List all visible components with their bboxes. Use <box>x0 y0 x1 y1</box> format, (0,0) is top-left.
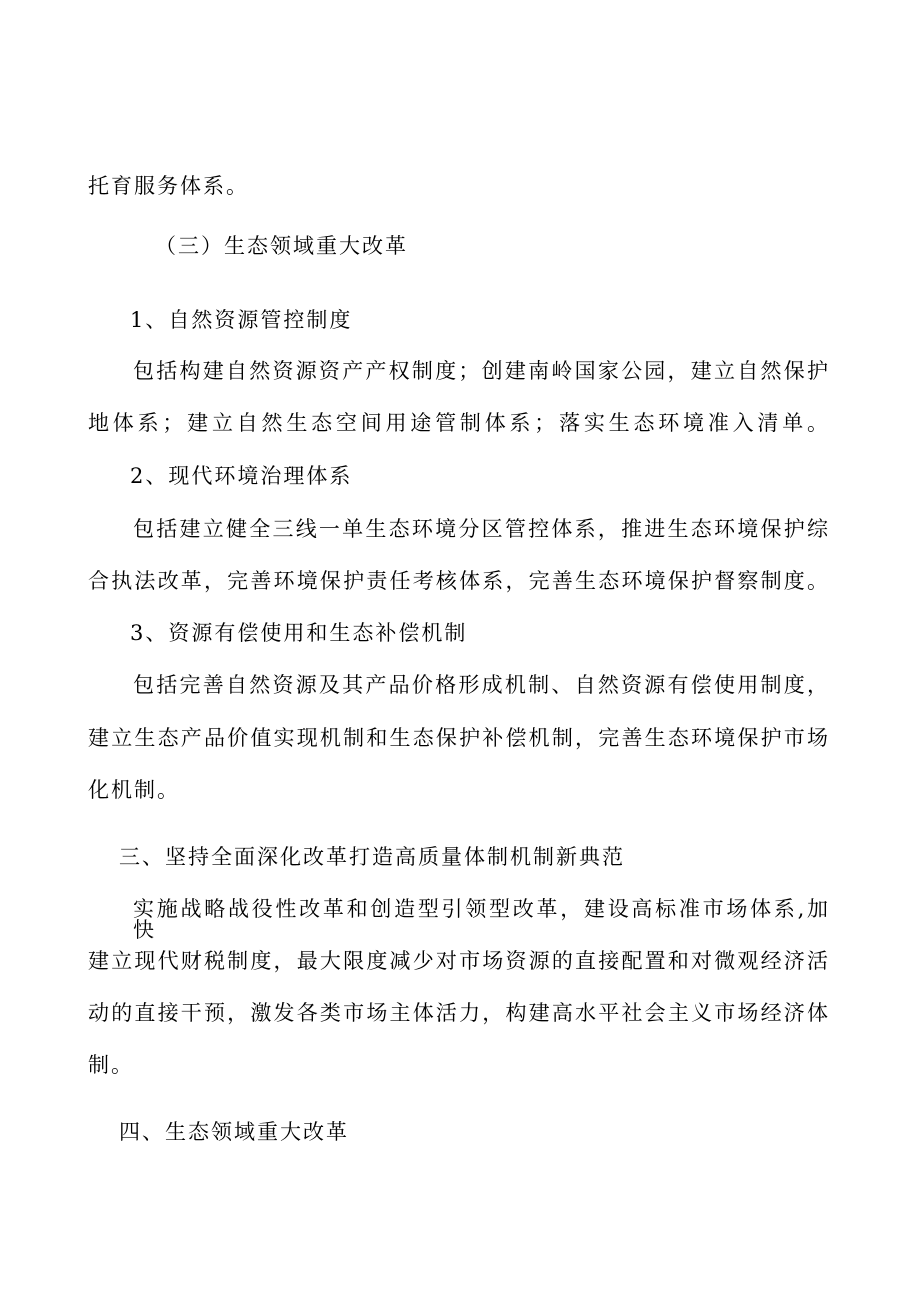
paragraph-3-line-2: 建立生态产品价值实现机制和生态保护补偿机制，完善生态环境保护市场 <box>88 726 830 750</box>
paragraph-4-line-1: 实施战略战役性改革和创造型引领型改革，建设高标准市场体系,加快 <box>133 897 830 942</box>
paragraph-3-line-1: 包括完善自然资源及其产品价格形成机制、自然资源有偿使用制度， <box>133 673 830 697</box>
paragraph-end-line: 托育服务体系。 <box>88 174 249 198</box>
paragraph-4-line-3: 动的直接干预，激发各类市场主体活力，构建高水平社会主义市场经济体 <box>88 1001 830 1025</box>
paragraph-4-line-4: 制。 <box>88 1053 134 1077</box>
section-heading-3: 三、坚持全面深化改革打造高质量体制机制新典范 <box>119 845 625 869</box>
numbered-heading-3: 3、资源有偿使用和生态补偿机制 <box>130 621 468 645</box>
paragraph-4-line-2: 建立现代财税制度，最大限度减少对市场资源的直接配置和对微观经济活 <box>88 949 830 973</box>
subsection-heading: （三）生态领域重大改革 <box>155 234 408 258</box>
section-heading-4: 四、生态领域重大改革 <box>119 1120 349 1144</box>
paragraph-1-line-2: 地体系；建立自然生态空间用途管制体系；落实生态环境准入清单。 <box>88 411 830 435</box>
paragraph-1-line-1: 包括构建自然资源资产产权制度；创建南岭国家公园，建立自然保护 <box>133 359 830 383</box>
paragraph-2-line-1: 包括建立健全三线一单生态环境分区管控体系，推进生态环境保护综 <box>133 517 830 541</box>
numbered-heading-2: 2、现代环境治理体系 <box>130 464 353 488</box>
numbered-heading-1: 1、自然资源管控制度 <box>130 308 353 332</box>
paragraph-3-line-3: 化机制。 <box>88 778 180 802</box>
paragraph-2-line-2: 合执法改革，完善环境保护责任考核体系，完善生态环境保护督察制度。 <box>88 569 830 593</box>
